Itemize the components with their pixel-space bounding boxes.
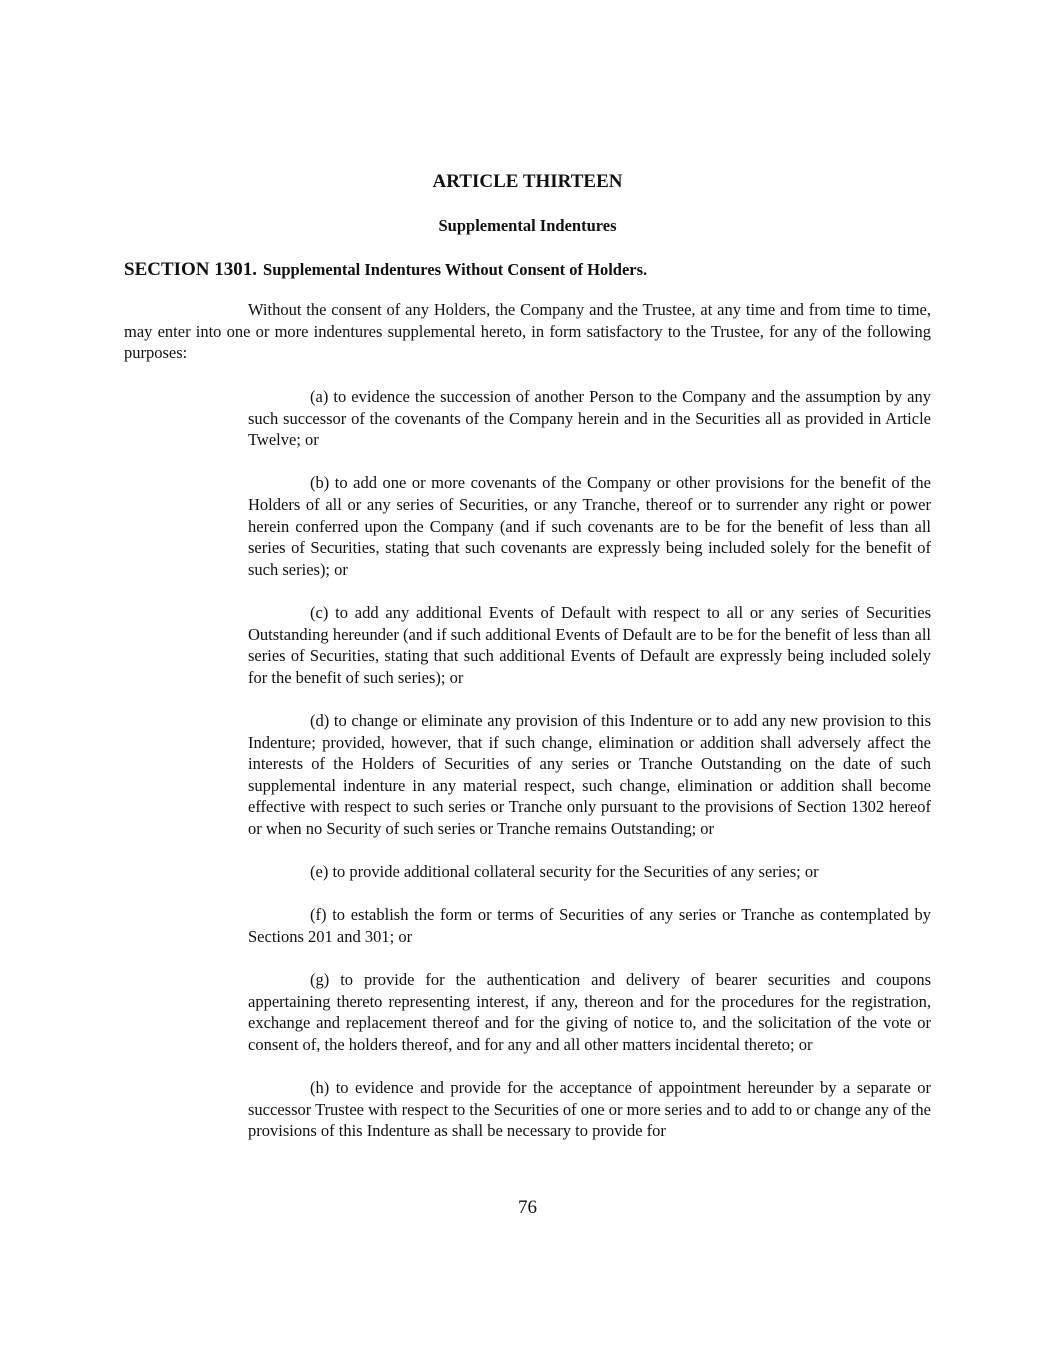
section-intro-paragraph: Without the consent of any Holders, the Company and the Trustee, at any time and from time to time, may enter into one or more indentures supplemental hereto, in form satisfactory to the Trustee, for any of the following purposes:: [124, 300, 931, 363]
clause-c: (c) to add any additional Events of Default with respect to all or any series of Securities Outstanding hereunder (and if such additional Events of Default are to be for the benefit of less than all series of Securities, stating that such additional Events of Default are expressly being included solely for the benefit of such series); or: [248, 602, 931, 687]
section-title: Supplemental Indentures Without Consent of Holders.: [263, 260, 648, 279]
article-subtitle: Supplemental Indentures: [438, 216, 617, 235]
section-heading: [124, 258, 934, 283]
clause-d: (d) to change or eliminate any provision of this Indenture or to add any new provision to this Indenture; provided, however, that if such change, elimination or addition shall adversely affect the interests of the Holders of Securities of any series or Tranche Outstanding on the date of such supplemental indenture in any material respect, such change, elimination or addition shall become effective with respect to such series or Tranche only pursuant to the provisions of Section 1302 hereof or when no Security of such series or Tranche remains Outstanding; or: [248, 710, 931, 838]
section-number: SECTION 1301.: [124, 259, 258, 280]
clause-list: [248, 386, 931, 1163]
article-title: ARTICLE THIRTEEN: [432, 171, 623, 192]
clause-g: (g) to provide for the authentication and delivery of bearer securities and coupons appertaining thereto representing interest, if any, thereon and for the procedures for the registration, exchange and replacement thereof and for the giving of notice to, and the solicitation of the vote or consent of, the holders thereof, and for any and all other matters incidental thereto; or: [248, 970, 931, 1054]
clause-h: (h) to evidence and provide for the acceptance of appointment hereunder by a separate or successor Trustee with respect to the Securities of one or more series and to add to or change any of the provisions of this Indenture as shall be necessary to provide for: [248, 1078, 931, 1141]
clause-f: (f) to establish the form or terms of Securities of any series or Tranche as contemplated by Sections 201 and 301; or: [248, 905, 931, 946]
clause-b: (b) to add one or more covenants of the Company or other provisions for the benefit of the Holders of all or any series of Securities, or any Tranche, thereof or to surrender any right or power herein conferred upon the Company (and if such covenants are to be for the benefit of less than all series of Securities, stating that such covenants are expressly being included solely for the benefit of such series); or: [248, 473, 931, 579]
clause-e: (e) to provide additional collateral security for the Securities of any series; or: [310, 862, 819, 882]
clause-a: (a) to evidence the succession of another Person to the Company and the assumption by any such successor of the covenants of the Company herein and in the Securities all as provided in Article Twelve; or: [248, 387, 931, 450]
page-number: 76: [518, 1197, 537, 1218]
